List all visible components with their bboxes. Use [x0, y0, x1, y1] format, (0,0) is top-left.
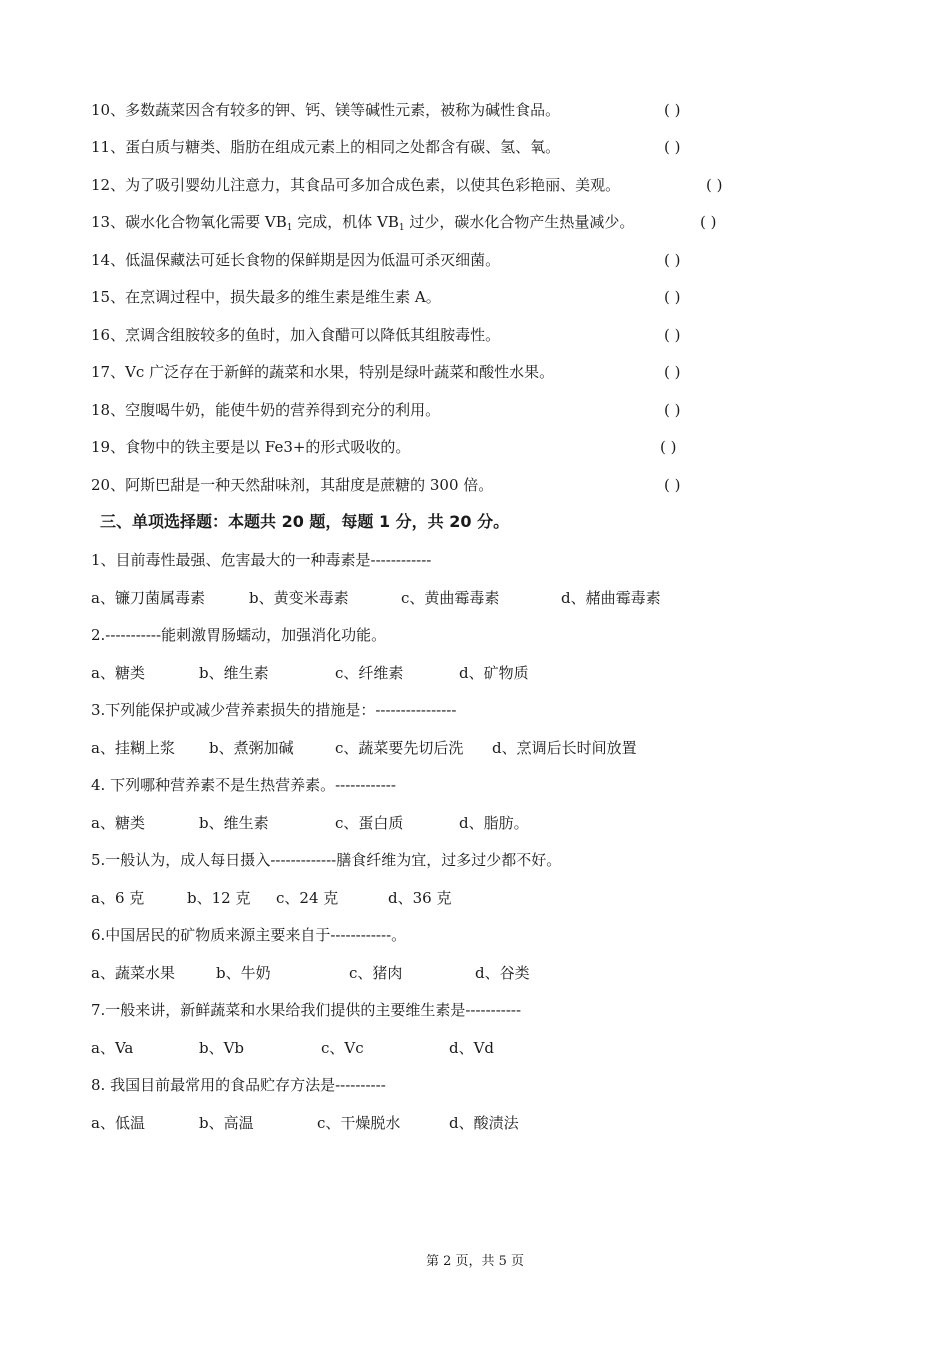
judgement-item-17: 17、Vc 广泛存在于新鲜的蔬菜和水果，特别是绿叶蔬菜和酸性水果。	[91, 363, 555, 381]
page-number: 第 2 页，共 5 页	[425, 1254, 525, 1269]
option-d: d、矿物质	[459, 664, 529, 682]
answer-paren: ( )	[664, 288, 681, 306]
option-a: a、蔬菜水果	[91, 964, 175, 982]
question-stem: 4. 下列哪种营养素不是生热营养素。------------	[91, 776, 396, 794]
option-c: c、蔬菜要先切后洗	[335, 739, 464, 757]
judgement-item-20: 20、阿斯巴甜是一种天然甜味剂，其甜度是蔗糖的 300 倍。	[91, 476, 494, 494]
answer-paren: ( )	[664, 326, 681, 344]
option-c: c、黄曲霉毒素	[401, 589, 500, 607]
option-c: c、猪肉	[349, 964, 403, 982]
answer-paren: ( )	[700, 213, 717, 231]
answer-paren: ( )	[706, 176, 723, 194]
option-a: a、糖类	[91, 664, 145, 682]
question-stem: 8. 我国目前最常用的食品贮存方法是----------	[91, 1076, 386, 1094]
option-c: c、纤维素	[335, 664, 404, 682]
option-a: a、挂糊上浆	[91, 739, 175, 757]
option-b: b、12 克	[187, 889, 251, 907]
judgement-item-14: 14、低温保藏法可延长食物的保鲜期是因为低温可杀灭细菌。	[91, 251, 501, 269]
judgement-item-11: 11、蛋白质与糖类、脂肪在组成元素上的相同之处都含有碳、氢、氧。	[91, 138, 561, 156]
option-b: b、Vb	[199, 1039, 245, 1057]
option-d: d、烹调后长时间放置	[492, 739, 637, 757]
option-a: a、镰刀菌属毒素	[91, 589, 205, 607]
option-a: a、Va	[91, 1039, 134, 1057]
answer-paren: ( )	[664, 363, 681, 381]
question-stem: 5.一般认为，成人每日摄入-------------膳食纤维为宜，过多过少都不好。	[91, 851, 562, 869]
question-stem: 2.-----------能刺激胃肠蠕动，加强消化功能。	[91, 626, 387, 644]
answer-paren: ( )	[664, 251, 681, 269]
option-d: d、谷类	[475, 964, 530, 982]
option-d: d、36 克	[388, 889, 452, 907]
option-c: c、干燥脱水	[317, 1114, 401, 1132]
option-a: a、糖类	[91, 814, 145, 832]
option-c: c、Vc	[321, 1039, 364, 1057]
option-a: a、6 克	[91, 889, 145, 907]
question-stem: 6.中国居民的矿物质来源主要来自于------------。	[91, 926, 407, 944]
judgement-item-10: 10、多数蔬菜因含有较多的钾、钙、镁等碱性元素，被称为碱性食品。	[91, 101, 561, 119]
answer-paren: ( )	[664, 476, 681, 494]
judgement-item-18: 18、空腹喝牛奶，能使牛奶的营养得到充分的利用。	[91, 401, 441, 419]
answer-paren: ( )	[664, 101, 681, 119]
option-b: b、黄变米毒素	[249, 589, 349, 607]
option-b: b、煮粥加碱	[209, 739, 294, 757]
judgement-item-13: 13、碳水化合物氧化需要 $VB_1$ 完成，机体 $VB_1$ 过少，碳水化合物产生热量减少。	[91, 213, 635, 233]
judgement-item-16: 16、烹调含组胺较多的鱼时，加入食醋可以降低其组胺毒性。	[91, 326, 501, 344]
question-stem: 3.下列能保护或减少营养素损失的措施是：----------------	[91, 701, 457, 719]
option-c: c、蛋白质	[335, 814, 404, 832]
option-d: d、酸渍法	[449, 1114, 519, 1132]
option-d: d、脂肪。	[459, 814, 529, 832]
judgement-item-12: 12、为了吸引婴幼儿注意力，其食品可多加合成色素，以使其色彩艳丽、美观。	[91, 176, 621, 194]
option-b: b、维生素	[199, 664, 269, 682]
question-stem: 1、目前毒性最强、危害最大的一种毒素是------------	[91, 551, 432, 569]
question-stem: 7.一般来讲，新鲜蔬菜和水果给我们提供的主要维生素是-----------	[91, 1001, 522, 1019]
option-c: c、24 克	[276, 889, 339, 907]
option-b: b、维生素	[199, 814, 269, 832]
option-a: a、低温	[91, 1114, 145, 1132]
answer-paren: ( )	[664, 401, 681, 419]
option-b: b、牛奶	[216, 964, 271, 982]
answer-paren: ( )	[660, 438, 677, 456]
answer-paren: ( )	[664, 138, 681, 156]
option-d: d、Vd	[449, 1039, 495, 1057]
section-title: 三、单项选择题：本题共 20 题，每题 1 分，共 20 分。	[100, 512, 510, 531]
judgement-item-19: 19、食物中的铁主要是以 Fe3+的形式吸收的。	[91, 438, 411, 456]
option-d: d、赭曲霉毒素	[561, 589, 661, 607]
option-b: b、高温	[199, 1114, 254, 1132]
judgement-item-15: 15、在烹调过程中，损失最多的维生素是维生素 A。	[91, 288, 441, 306]
